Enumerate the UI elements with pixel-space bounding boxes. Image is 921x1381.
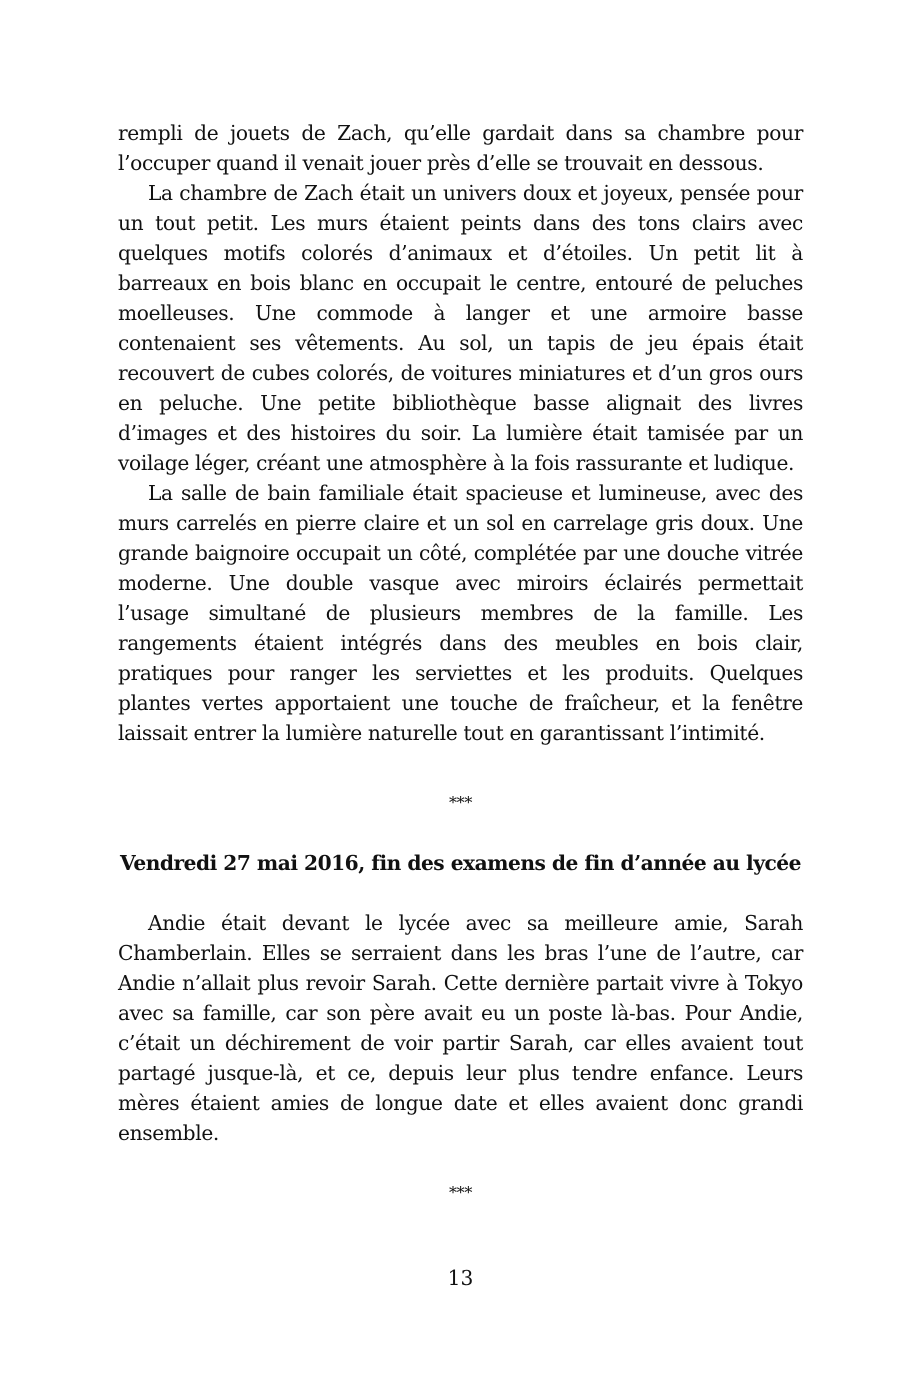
paragraph-zach-room: La chambre de Zach était un univers doux et joyeux, pensée pour un tout petit. Les murs étaient peints dans des tons clairs avec quelques motifs colorés d’animaux et d’étoiles. Un petit lit à barreaux en bois blanc en occupait le centre, entouré de peluches moelleuses. Une commode à langer et une armoire basse contenaient ses vêtements. Au sol, un tapis de jeu épais était recouvert de cubes colorés, de voitures miniatures et d’un gros ours en peluche. Une petite bibliothèque basse alignait des livres d’images et des histoires du soir. La lumière était tamisée par un voilage léger, créant une atmosphère à la fois rassurante et ludique. xyxy=(118,181,803,475)
paragraph-andie: Andie était devant le lycée avec sa meilleure amie, Sarah Chamberlain. Elles se serraient dans les bras l’une de l’autre, car Andie n’allait plus revoir Sarah. Cette dernière partait vivre à Tokyo avec sa famille, car son père avait eu un poste là-bas. Pour Andie, c’était un déchirement de voir partir Sarah, car elles avaient tout partagé jusque-là, et ce, depuis leur plus tendre enfance. Leurs mères étaient amies de longue date et elles avaient donc grandi ensemble. xyxy=(118,911,803,1145)
page-body xyxy=(118,118,803,1208)
chapter-heading: Vendredi 27 mai 2016, fin des examens de fin d’année au lycée xyxy=(120,851,801,875)
section-separator-end: *** xyxy=(449,1183,472,1202)
paragraph-continuation: rempli de jouets de Zach, qu’elle gardait dans sa chambre pour l’occuper quand il venait jouer près d’elle se trouvait en dessous. xyxy=(118,121,803,175)
page-number: 13 xyxy=(447,1266,474,1290)
paragraph-bathroom: La salle de bain familiale était spacieuse et lumineuse, avec des murs carrelés en pierre claire et un sol en carrelage gris doux. Une grande baignoire occupait un côté, complétée par une douche vitrée moderne. Une double vasque avec miroirs éclairés permettait l’usage simultané de plusieurs membres de la famille. Les rangements étaient intégrés dans des meubles en bois clair, pratiques pour ranger les serviettes et les produits. Quelques plantes vertes apportaient une touche de fraîcheur, et la fenêtre laissait entrer la lumière naturelle tout en garantissant l’intimité. xyxy=(118,481,803,745)
section-separator: *** xyxy=(449,793,472,812)
